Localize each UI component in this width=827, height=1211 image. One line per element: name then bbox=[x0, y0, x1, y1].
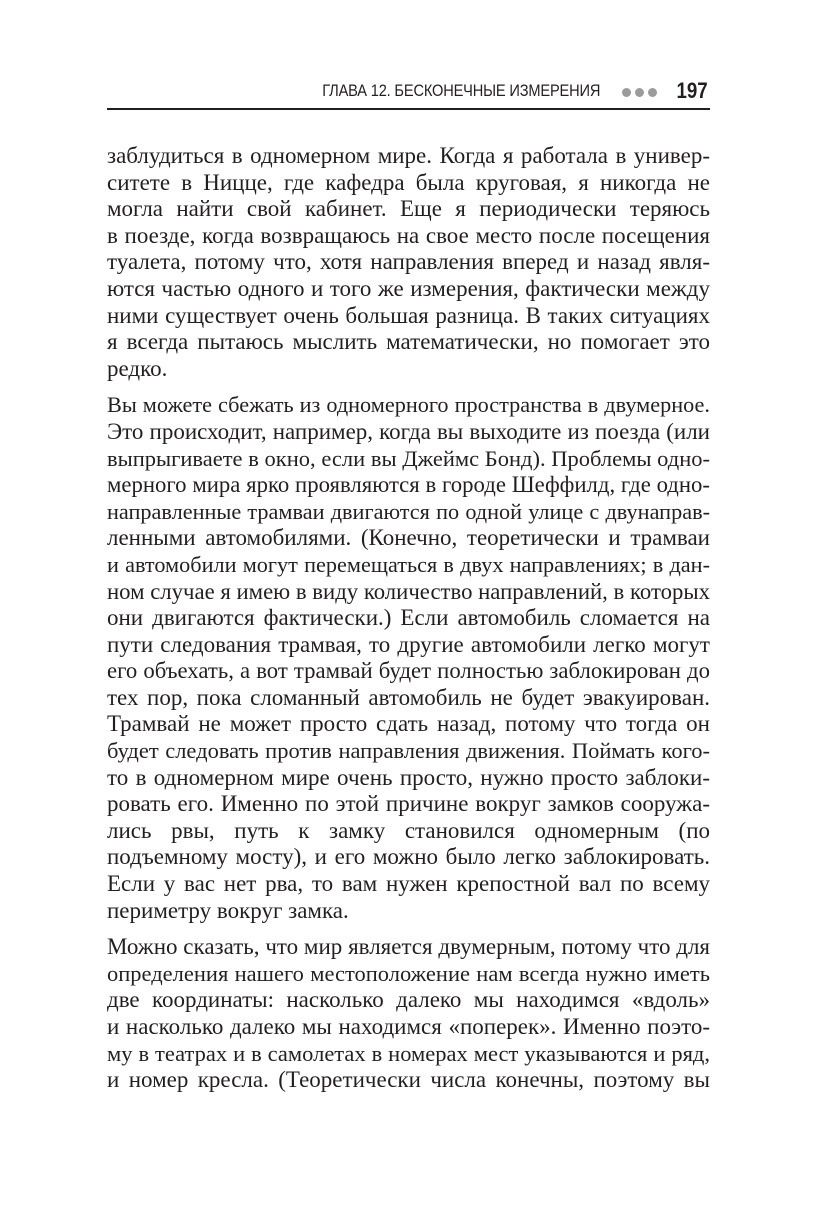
text-line: ются частью одного и того же измерения, фактически между bbox=[107, 275, 710, 301]
text-line: Это происходит, например, когда вы выходите из поезда (или bbox=[107, 418, 710, 444]
paragraph-2 bbox=[107, 392, 710, 924]
text-line: Вы можете сбежать из одномерного пространства в двумерное. bbox=[107, 392, 710, 418]
text-line: будет следовать против направления движения. Поймать кого- bbox=[107, 738, 710, 764]
text-line: периметру вокруг замка. bbox=[107, 897, 349, 923]
text-line: Если у вас нет рва, то вам нужен крепостной вал по всему bbox=[107, 871, 710, 897]
text-line: две координаты: насколько далеко мы находимся «вдоль» bbox=[107, 987, 710, 1013]
text-line: направленные трамваи двигаются по одной улице с двунаправ- bbox=[107, 498, 710, 524]
text-line: я всегда пытаюсь мыслить математически, но помогает это bbox=[107, 329, 710, 355]
text-line: редко. bbox=[107, 355, 168, 381]
text-line: определения нашего местоположение нам всегда нужно иметь bbox=[107, 960, 710, 986]
ornament-dots-icon bbox=[622, 88, 657, 97]
dot-icon bbox=[635, 88, 644, 97]
text-line: ситете в Ницце, где кафедра была круговая, я никогда не bbox=[107, 169, 710, 195]
text-line: его объехать, а вот трамвай будет полностью заблокирован до bbox=[107, 658, 710, 684]
chapter-title: ГЛАВА 12. БЕСКОНЕЧНЫЕ ИЗМЕРЕНИЯ bbox=[322, 81, 600, 100]
text-line: они двигаются фактически.) Если автомобиль сломается на bbox=[107, 605, 710, 631]
text-line: туалета, потому что, хотя направления вперед и назад явля- bbox=[107, 249, 710, 275]
page-number: 197 bbox=[676, 78, 708, 103]
text-line: лись рвы, путь к замку становился одномерным (по bbox=[107, 817, 710, 843]
text-line: подъемному мосту), и его можно было легко заблокировать. bbox=[107, 844, 710, 870]
paragraph-1 bbox=[107, 143, 710, 382]
text-line: то в одномерном мире очень просто, нужно просто заблоки- bbox=[107, 764, 710, 790]
dot-icon bbox=[648, 88, 657, 97]
text-line: могла найти свой кабинет. Еще я периодически теряюсь bbox=[107, 196, 710, 222]
text-line: ленными автомобилями. (Конечно, теоретически и трамваи bbox=[107, 525, 710, 551]
body-text bbox=[107, 143, 710, 1094]
paragraph-3 bbox=[107, 934, 710, 1094]
text-line: ровать его. Именно по этой причине вокруг замков сооружа- bbox=[107, 791, 710, 817]
text-line: Трамвай не может просто сдать назад, потому что тогда он bbox=[107, 711, 710, 737]
text-line: заблудиться в одномерном мире. Когда я работала в универ- bbox=[107, 143, 710, 168]
text-line: и автомобили могут перемещаться в двух направлениях; в дан- bbox=[107, 551, 710, 577]
text-line: в поезде, когда возвращаюсь на свое место после посещения bbox=[107, 222, 710, 248]
text-line: и номер кресла. (Теоретически числа конечны, поэтому вы bbox=[107, 1067, 710, 1093]
text-line: ними существует очень большая разница. В таких ситуациях bbox=[107, 302, 710, 328]
dot-icon bbox=[622, 88, 631, 97]
text-line: мерного мира ярко проявляются в городе Шеффилд, где одно- bbox=[107, 472, 710, 498]
text-line: и насколько далеко мы находимся «поперек». Именно поэто- bbox=[107, 1014, 710, 1039]
text-line: пути следования трамвая, то другие автомобили легко могут bbox=[107, 631, 710, 657]
text-line: Можно сказать, что мир является двумерным, потому что для bbox=[107, 934, 710, 960]
text-line: ном случае я имею в виду количество направлений, в которых bbox=[107, 578, 710, 604]
running-head bbox=[107, 80, 710, 110]
text-line: му в театрах и в самолетах в номерах мест указываются и ряд, bbox=[107, 1040, 710, 1066]
text-line: выпрыгиваете в окно, если вы Джеймс Бонд). Проблемы одно- bbox=[107, 445, 710, 471]
text-line: тех пор, пока сломанный автомобиль не будет эвакуирован. bbox=[107, 684, 710, 710]
